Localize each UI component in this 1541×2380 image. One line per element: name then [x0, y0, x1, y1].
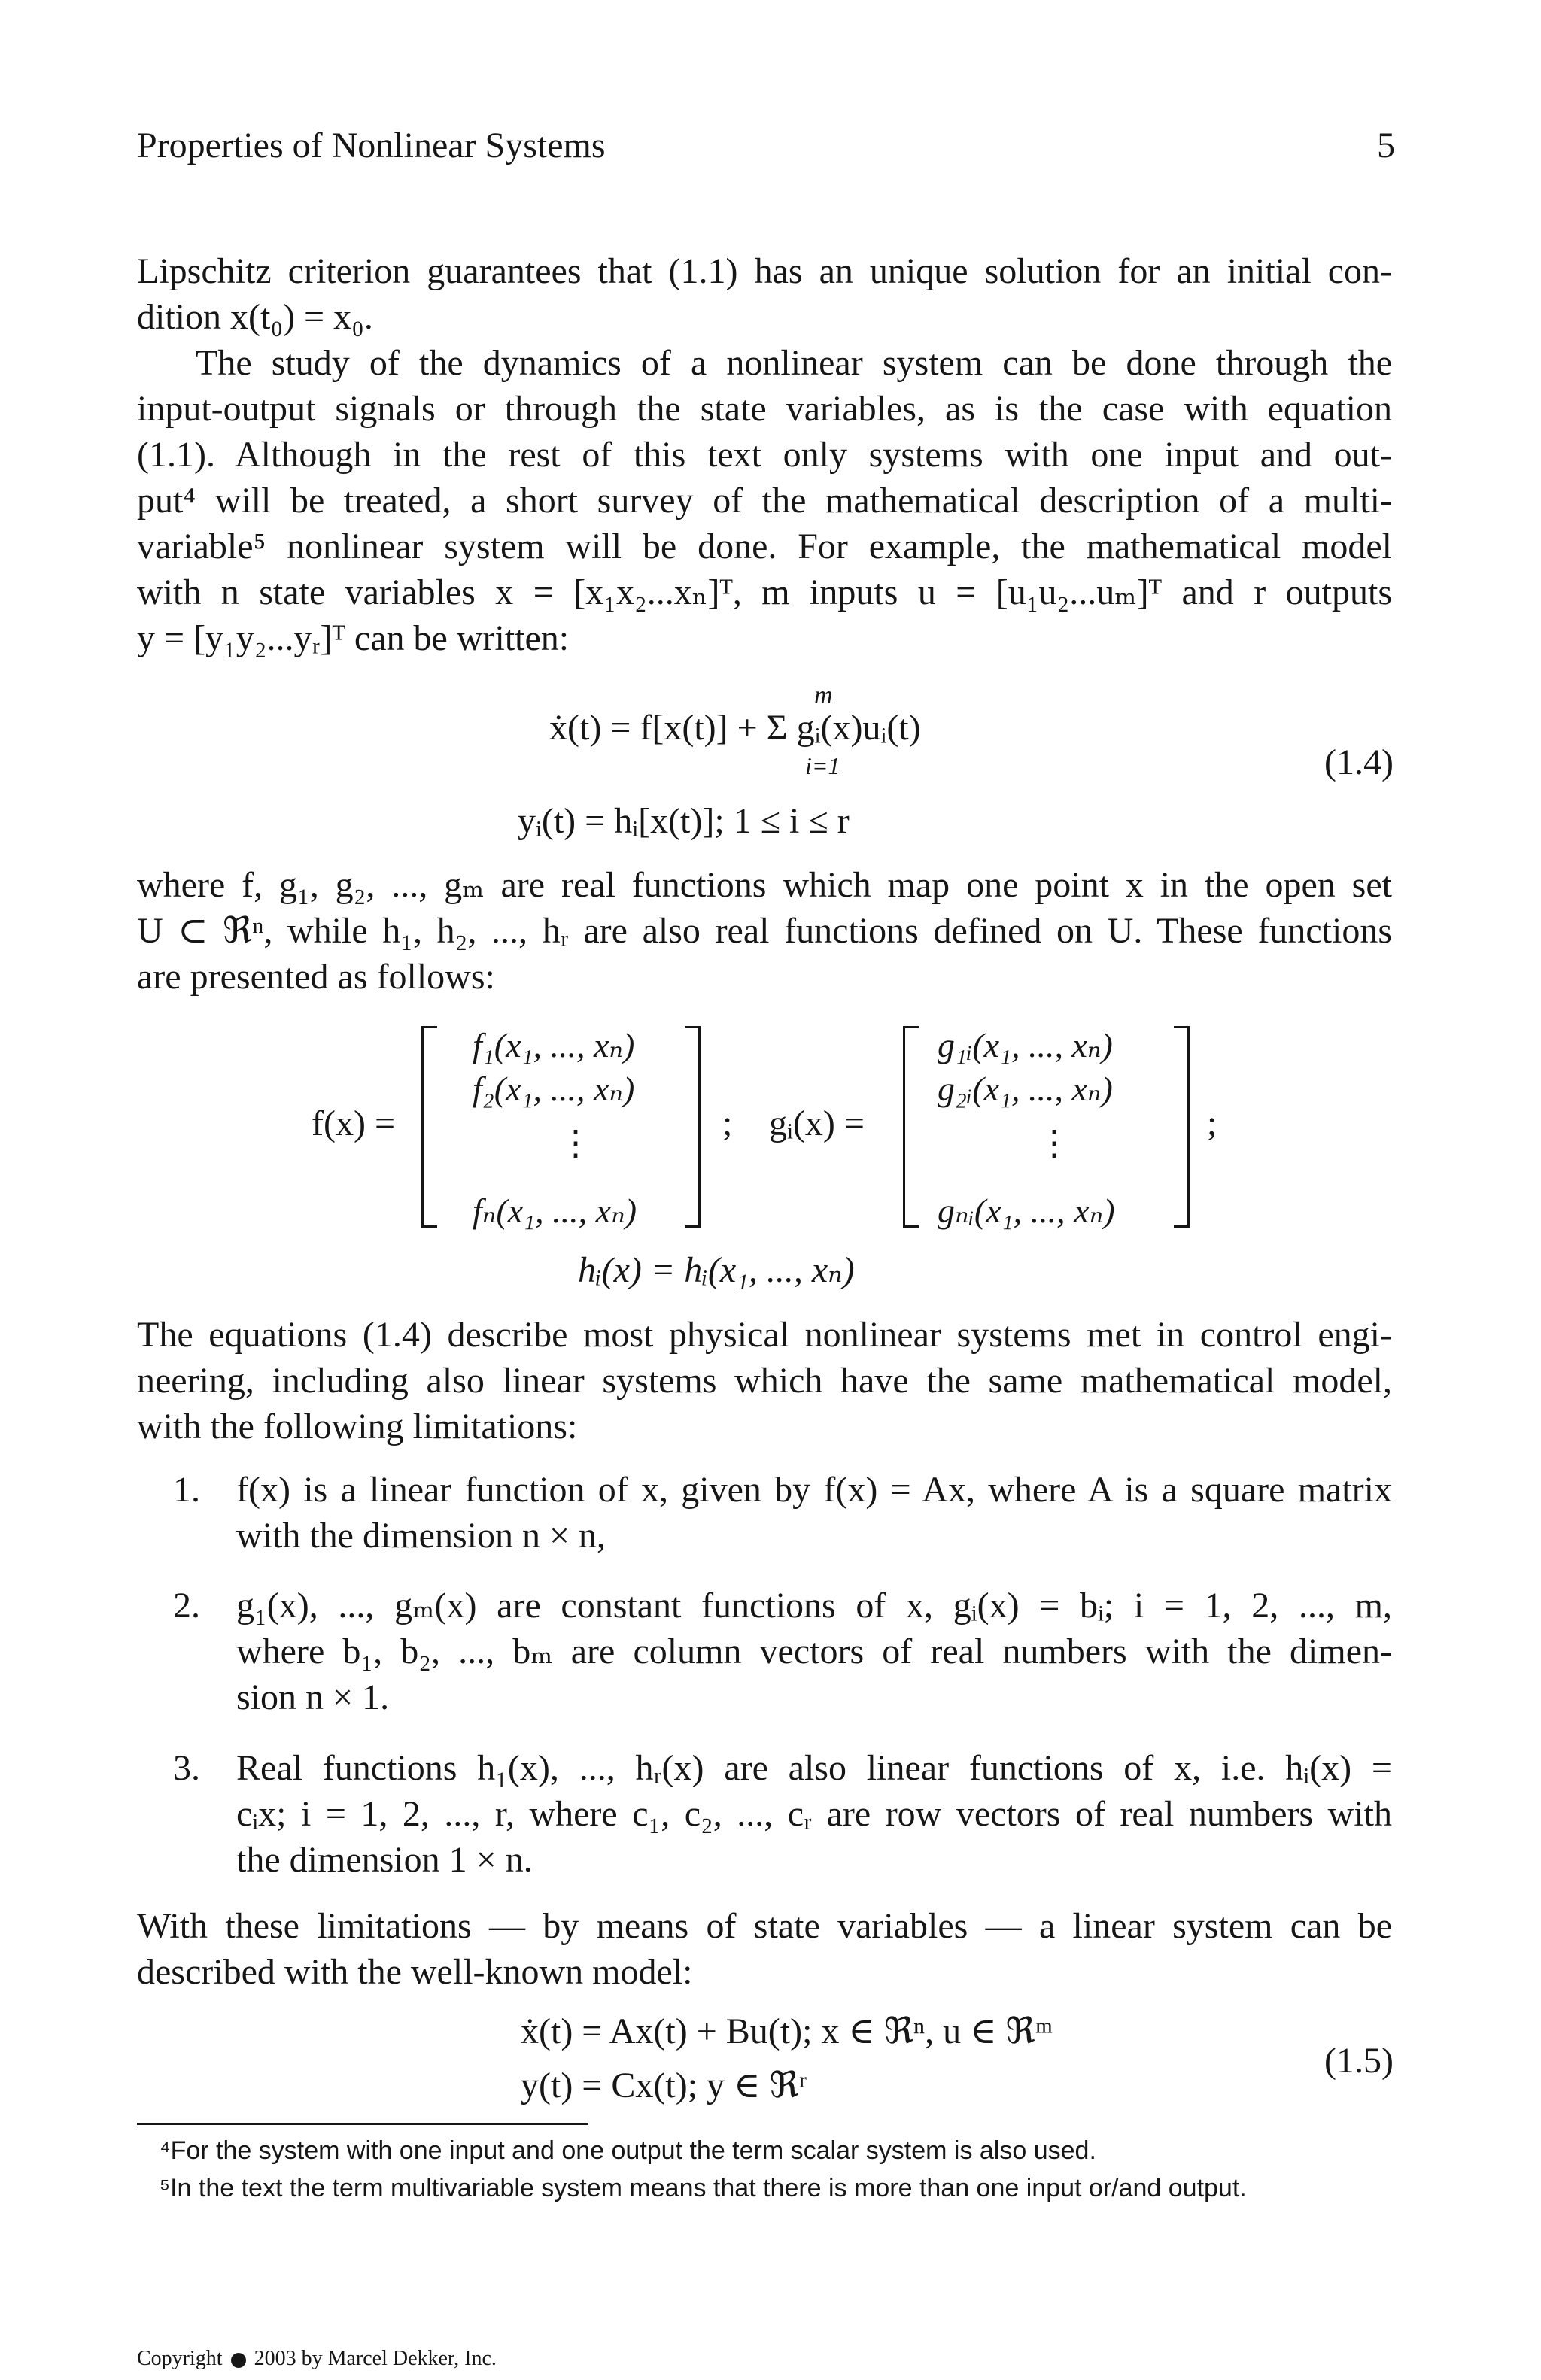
- matrix-entry: f₁(x₁, ..., xₙ): [473, 1026, 635, 1064]
- list-body: [236, 1745, 1392, 1883]
- matrix-entry: f₂(x₁, ..., xₙ): [473, 1070, 635, 1108]
- text-line: with the following limitations:: [137, 1407, 578, 1447]
- footnote: ⁴For the system with one input and one output the term scalar system is also used.: [160, 2136, 1096, 2165]
- text-line: where b₁, b₂, ..., bₘ are column vectors of real numbers with the dimen-: [236, 1632, 1392, 1671]
- text-line: With these limitations — by means of state variables — a linear system can be: [137, 1906, 1392, 1946]
- text-line: Lipschitz criterion guarantees that (1.1) has an unique solution for an initial con-: [137, 251, 1392, 291]
- text-line: put⁴ will be treated, a short survey of the mathematical description of a multi-: [137, 481, 1392, 521]
- paragraph-equations: [137, 1312, 1392, 1450]
- text-line: described with the well-known model:: [137, 1952, 693, 1992]
- text-line: neering, including also linear systems which have the same mathematical model,: [137, 1361, 1392, 1401]
- list-number: 2.: [173, 1586, 200, 1626]
- copyright-text: 2003 by Marcel Dekker, Inc.: [254, 2347, 497, 2370]
- h-definition: hᵢ(x) = hᵢ(x₁, ..., xₙ): [578, 1250, 855, 1290]
- list-body: [236, 1583, 1392, 1720]
- bullet-icon: [231, 2353, 246, 2368]
- footnote: ⁵In the text the term multivariable system means that there is more than one input or/and output.: [160, 2174, 1247, 2202]
- equation-number: (1.5): [1324, 2041, 1394, 2081]
- text-line: with n state variables x = [x₁x₂...xₙ]ᵀ, m inputs u = [u₁u₂...uₘ]ᵀ and r outputs: [137, 572, 1392, 612]
- page-number: 5: [1377, 126, 1395, 165]
- matrix-entry: gₙᵢ(x₁, ..., xₙ): [938, 1192, 1115, 1230]
- text-line: The study of the dynamics of a nonlinear system can be done through the: [196, 343, 1392, 383]
- equation-line: ẋ(t) = f[x(t)] + Σ gᵢ(x)uᵢ(t): [549, 708, 921, 748]
- right-bracket: [1174, 1026, 1190, 1228]
- text-line: variable⁵ nonlinear system will be done. For example, the mathematical model: [137, 527, 1392, 566]
- text-line: dition x(t₀) = x₀.: [137, 297, 373, 337]
- f-label: f(x) =: [312, 1103, 396, 1143]
- footnote-rule: [137, 2123, 588, 2125]
- left-bracket: [903, 1026, 919, 1228]
- matrix-entry: g₁ᵢ(x₁, ..., xₙ): [938, 1026, 1113, 1064]
- text-line: y = [y₁y₂...yᵣ]ᵀ can be written:: [137, 618, 570, 658]
- running-header: Properties of Nonlinear Systems: [137, 126, 606, 165]
- equation-line: y(t) = Cx(t); y ∈ ℜʳ: [521, 2066, 807, 2105]
- matrix-entry: fₙ(x₁, ..., xₙ): [473, 1192, 637, 1230]
- separator: ;: [722, 1103, 733, 1143]
- text-line: Real functions h₁(x), ..., hᵣ(x) are also linear functions of x, i.e. hᵢ(x) =: [236, 1748, 1392, 1788]
- list-number: 3.: [173, 1748, 200, 1788]
- g-label: gᵢ(x) =: [769, 1103, 865, 1143]
- paragraph-lipschitz: [137, 248, 1392, 340]
- text-line: U ⊂ ℜⁿ, while h₁, h₂, ..., hᵣ are also real functions defined on U. These functions: [137, 911, 1392, 951]
- text-line: f(x) is a linear function of x, given by f(x) = Ax, where A is a square matrix: [236, 1470, 1392, 1510]
- matrix-entry: g₂ᵢ(x₁, ..., xₙ): [938, 1070, 1113, 1108]
- matrix-entry: ⋮: [558, 1124, 593, 1162]
- paragraph-dynamics: [137, 340, 1392, 661]
- left-bracket: [421, 1026, 437, 1228]
- paragraph-limitations: [137, 1903, 1392, 1995]
- sum-lower-limit: i=1: [805, 752, 840, 779]
- text-line: are presented as follows:: [137, 957, 495, 997]
- equation-line: yᵢ(t) = hᵢ[x(t)]; 1 ≤ i ≤ r: [518, 801, 850, 841]
- right-bracket: [685, 1026, 701, 1228]
- copyright-text: Copyright: [137, 2347, 223, 2370]
- equation-number: (1.4): [1324, 742, 1394, 782]
- text-line: The equations (1.4) describe most physical nonlinear systems met in control engi-: [137, 1315, 1392, 1355]
- paragraph-where: [137, 862, 1392, 1000]
- text-line: the dimension 1 × n.: [236, 1840, 533, 1880]
- text-line: g₁(x), ..., gₘ(x) are constant functions of x, gᵢ(x) = bᵢ; i = 1, 2, ..., m,: [236, 1586, 1392, 1626]
- text-line: sion n × 1.: [236, 1677, 390, 1717]
- sum-upper-limit: m: [814, 682, 833, 709]
- matrix-entry: ⋮: [1037, 1124, 1071, 1162]
- equation-line: ẋ(t) = Ax(t) + Bu(t); x ∈ ℜⁿ, u ∈ ℜᵐ: [521, 2011, 1053, 2051]
- text-line: with the dimension n × n,: [236, 1516, 606, 1556]
- list-body: [236, 1467, 1392, 1559]
- text-line: where f, g₁, g₂, ..., gₘ are real functions which map one point x in the open set: [137, 865, 1392, 905]
- text-line: input-output signals or through the state variables, as is the case with equation: [137, 389, 1392, 429]
- list-number: 1.: [173, 1470, 200, 1510]
- copyright-notice: [137, 2347, 497, 2371]
- text-line: cᵢx; i = 1, 2, ..., r, where c₁, c₂, ..., cᵣ are row vectors of real numbers with: [236, 1794, 1392, 1834]
- separator: ;: [1207, 1103, 1217, 1143]
- text-line: (1.1). Although in the rest of this text only systems with one input and out-: [137, 435, 1392, 475]
